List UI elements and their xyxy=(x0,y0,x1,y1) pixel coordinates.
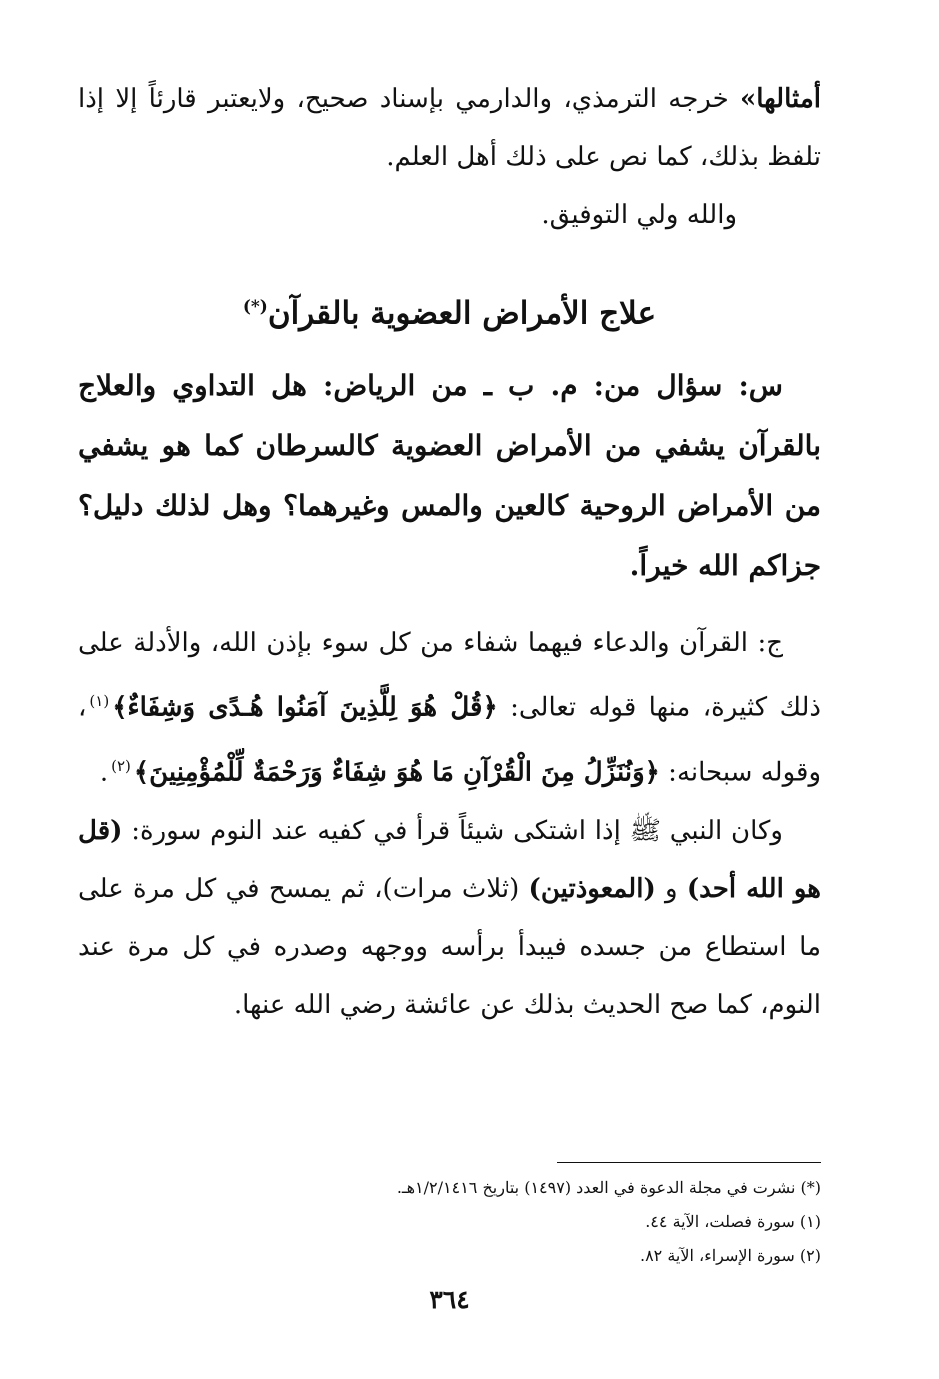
footnote-ref-1[interactable]: (١) xyxy=(89,692,110,711)
section-title-text: علاج الأمراض العضوية بالقرآن xyxy=(267,295,657,332)
footnotes-section xyxy=(78,1162,821,1273)
footnote-publication: (*) نشرت في مجلة الدعوة في العدد (١٤٩٧) بتاريخ ١/٢/١٤١٦هـ. xyxy=(396,1178,821,1197)
answer-lead: ج: القرآن والدعاء فيهما شفاء من كل سوء بإذن الله، والأدلة على ذلك كثيرة، منها قوله تعالى: xyxy=(78,628,821,723)
footnote-ref-2[interactable]: (٢) xyxy=(111,756,131,775)
footnote-divider xyxy=(557,1162,821,1163)
answer-middle: ، وقوله سبحانه: xyxy=(78,692,821,788)
hadith-rest: (ثلاث مرات)، ثم يمسح في كل مرة على ما استطاع من جسده فيبدأ برأسه ووجهه وصدره في كل مرة عند النوم، كما صح الحديث بذلك عن عائشة رضي الله عنها. xyxy=(78,873,821,1020)
intro-bold-word: أمثالها» xyxy=(740,84,821,114)
surah-name-2: (المعوذتين) xyxy=(528,873,656,904)
page-number: ٣٦٤ xyxy=(429,1285,470,1314)
intro-paragraph xyxy=(78,70,821,186)
footnote-1: (١) سورة فصلت، الآية ٤٤. xyxy=(645,1212,821,1231)
hadith-paragraph xyxy=(78,802,821,1034)
hadith-and: و xyxy=(655,873,687,904)
hadith-lead: وكان النبي ﷺ إذا اشتكى شيئاً قرأ في كفيه عند النوم سورة: xyxy=(122,815,783,846)
book-page xyxy=(78,70,821,1350)
intro-text: خرجه الترمذي، والدارمي بإسناد صحيح، ولايعتبر قارئاً إلا إذا تلفظ بذلك، كما نص على ذلك أهل العلم. xyxy=(78,84,821,172)
quran-verse-2: ﴿وَنُنَزِّلُ مِنَ الْقُرْآنِ مَا هُوَ شِفَاءٌ وَرَحْمَةٌ لِّلْمُؤْمِنِينَ﴾ xyxy=(133,757,660,788)
answer-end: . xyxy=(99,757,109,788)
quran-verse-1: ﴿قُلْ هُوَ لِلَّذِينَ آمَنُوا هُـدًى وَشِفَاءٌ﴾ xyxy=(112,692,498,723)
surah-name-1: (قل هو الله أحد) xyxy=(78,815,821,904)
footnote-2: (٢) سورة الإسراء، الآية ٨٢. xyxy=(639,1246,821,1265)
section-title xyxy=(78,282,821,338)
question-paragraph: س: سؤال من: م. ب ـ من الرياض: هل التداوي والعلاج بالقرآن يشفي من الأمراض العضوية كالسرطان كما هو يشفي من الأمراض الروحية كالعين والمس وغيرهما؟ وهل لذلك دليل؟ جزاكم الله خيراً. xyxy=(78,369,821,583)
answer-paragraph xyxy=(78,614,821,801)
closing-phrase: والله ولي التوفيق. xyxy=(541,200,737,230)
title-footnote-mark: (*) xyxy=(242,297,268,317)
